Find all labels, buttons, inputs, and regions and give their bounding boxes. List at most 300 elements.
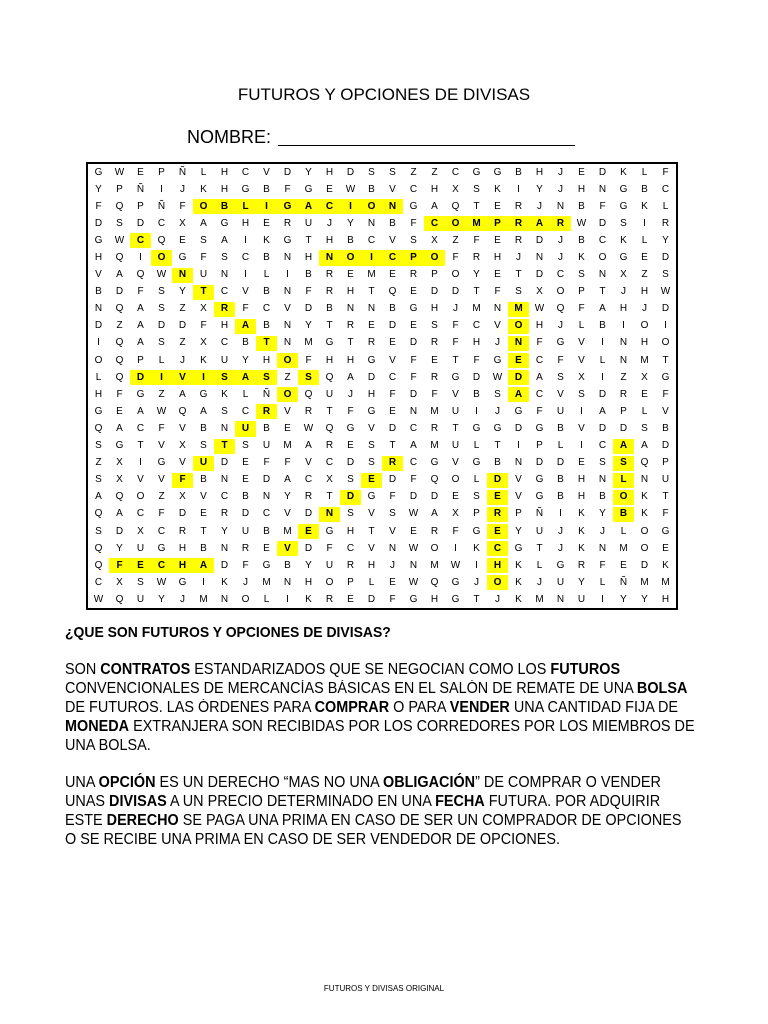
letter-cell: F (95, 200, 102, 212)
highlighted-letter-cell: B (613, 506, 634, 523)
highlighted-letter-cell: O (361, 198, 382, 215)
letter-cell: H (178, 542, 187, 554)
letter-cell: M (304, 337, 313, 349)
letter-cell: R (325, 593, 334, 605)
text-run: ” DE COMPRAR O VENDER (475, 774, 661, 791)
letter-cell: J (537, 200, 542, 212)
letter-cell: C (262, 303, 271, 315)
letter-cell: D (262, 474, 271, 486)
letter-cell: C (157, 525, 166, 537)
highlighted-letter-cell: B (214, 198, 235, 215)
letter-cell: G (451, 593, 460, 605)
letter-cell: W (156, 576, 167, 588)
letter-cell: V (515, 474, 522, 486)
letter-cell: W (156, 405, 167, 417)
letter-cell: V (137, 474, 144, 486)
letter-cell: T (599, 286, 606, 298)
letter-cell: G (157, 457, 166, 469)
grid-row (88, 420, 676, 437)
letter-cell: F (263, 457, 270, 469)
letter-cell: F (662, 388, 669, 400)
letter-cell: O (598, 252, 607, 264)
letter-cell: Z (179, 303, 186, 315)
letter-cell: F (242, 303, 249, 315)
letter-cell: J (180, 183, 185, 195)
letter-cell: I (139, 252, 142, 264)
letter-cell: L (599, 354, 606, 366)
letter-cell: K (263, 234, 270, 246)
letter-cell: Y (95, 183, 102, 195)
text-run: A UN PRECIO DETERMINADO EN UNA (166, 793, 436, 810)
letter-cell: G (346, 422, 355, 434)
letter-cell: V (389, 354, 396, 366)
letter-cell: V (158, 440, 165, 452)
letter-cell: C (241, 252, 250, 264)
letter-cell: A (599, 405, 606, 417)
highlighted-letter-cell: I (340, 198, 361, 215)
letter-cell: K (578, 508, 585, 520)
grid-row (88, 164, 676, 181)
letter-cell: B (242, 491, 249, 503)
letter-cell: C (409, 183, 418, 195)
letter-cell: D (409, 491, 418, 503)
letter-cell: L (641, 234, 648, 246)
word-search-grid (86, 162, 678, 610)
letter-cell: H (430, 183, 439, 195)
letter-cell: B (578, 234, 585, 246)
letter-cell: N (535, 252, 544, 264)
letter-cell: B (515, 166, 522, 178)
letter-cell: Y (536, 183, 543, 195)
letter-cell: M (262, 576, 271, 588)
letter-cell: F (599, 200, 606, 212)
text-run: DE FUTUROS. LAS ÓRDENES PARA (65, 699, 315, 716)
letter-cell: Ñ (178, 166, 187, 178)
letter-cell: B (599, 491, 606, 503)
page-title: FUTUROS Y OPCIONES DE DIVISAS (237, 85, 531, 104)
letter-cell: K (578, 525, 585, 537)
letter-cell: Ñ (136, 183, 145, 195)
highlighted-letter-cell: R (487, 506, 508, 523)
letter-cell: J (390, 559, 395, 571)
grid-row (88, 489, 676, 506)
letter-cell: B (200, 474, 207, 486)
letter-cell: V (515, 491, 522, 503)
letter-cell: S (578, 388, 585, 400)
letter-cell: H (220, 166, 229, 178)
letter-cell: F (662, 166, 669, 178)
letter-cell: R (346, 320, 355, 332)
letter-cell: J (348, 388, 353, 400)
grid-row (88, 352, 676, 369)
letter-cell: I (286, 269, 289, 281)
letter-cell: H (304, 252, 313, 264)
letter-cell: M (619, 542, 628, 554)
letter-cell: L (263, 269, 270, 281)
letter-cell: U (535, 525, 544, 537)
letter-cell: P (137, 354, 144, 366)
highlighted-letter-cell: C (151, 557, 172, 574)
grid-row (88, 403, 676, 420)
letter-cell: X (200, 337, 207, 349)
letter-cell: H (367, 388, 376, 400)
letter-cell: T (368, 525, 375, 537)
letter-cell: C (535, 388, 544, 400)
letter-cell: Y (242, 354, 249, 366)
letter-cell: E (578, 457, 585, 469)
letter-cell: B (347, 234, 354, 246)
letter-cell: X (116, 474, 123, 486)
letter-cell: R (325, 286, 334, 298)
letter-cell: U (577, 593, 586, 605)
letter-cell: T (368, 286, 375, 298)
highlighted-letter-cell: O (277, 352, 298, 369)
letter-cell: E (410, 320, 417, 332)
letter-cell: L (641, 405, 648, 417)
letter-cell: V (662, 405, 669, 417)
highlighted-letter-cell: T (214, 438, 235, 455)
paragraph-line (65, 660, 620, 679)
grid-row (88, 574, 676, 591)
letter-cell: U (262, 440, 271, 452)
letter-cell: J (474, 576, 479, 588)
letter-cell: X (452, 183, 459, 195)
letter-cell: D (661, 252, 670, 264)
letter-cell: C (220, 491, 229, 503)
letter-cell: F (410, 217, 417, 229)
letter-cell: G (304, 183, 313, 195)
letter-cell: G (451, 576, 460, 588)
letter-cell: S (137, 576, 144, 588)
letter-cell: Q (157, 234, 166, 246)
letter-cell: B (263, 525, 270, 537)
letter-cell: F (599, 559, 606, 571)
letter-cell: O (325, 576, 334, 588)
letter-cell: Y (116, 542, 123, 554)
letter-cell: S (389, 508, 396, 520)
section-question-heading: ¿QUE SON FUTUROS Y OPCIONES DE DIVISAS? (65, 624, 391, 641)
letter-cell: C (241, 166, 250, 178)
letter-cell: X (200, 303, 207, 315)
letter-cell: K (515, 576, 522, 588)
highlighted-letter-cell: H (487, 557, 508, 574)
grid-row (88, 591, 676, 608)
letter-cell: O (640, 525, 649, 537)
letter-cell: N (598, 474, 607, 486)
highlighted-letter-cell: R (214, 301, 235, 318)
letter-cell: R (430, 422, 439, 434)
highlighted-letter-cell: U (193, 455, 214, 472)
letter-cell: F (158, 422, 165, 434)
letter-cell: X (431, 234, 438, 246)
letter-cell: M (283, 440, 292, 452)
letter-cell: Z (95, 457, 102, 469)
highlighted-letter-cell: E (487, 489, 508, 506)
letter-cell: K (305, 593, 312, 605)
letter-cell: B (305, 269, 312, 281)
letter-cell: B (263, 252, 270, 264)
highlighted-letter-cell: C (319, 198, 340, 215)
letter-cell: D (409, 388, 418, 400)
letter-cell: G (472, 422, 481, 434)
letter-cell: X (641, 371, 648, 383)
letter-cell: B (263, 183, 270, 195)
letter-cell: Q (115, 337, 124, 349)
letter-cell: S (431, 320, 438, 332)
text-run: O PARA (389, 699, 450, 716)
letter-cell: D (94, 320, 103, 332)
letter-cell: G (325, 525, 334, 537)
highlighted-letter-cell: M (466, 215, 487, 232)
paragraph-line (65, 679, 687, 698)
letter-cell: E (179, 234, 186, 246)
letter-cell: S (641, 422, 648, 434)
grid-row (88, 523, 676, 540)
letter-cell: X (116, 576, 123, 588)
letter-cell: D (220, 457, 229, 469)
letter-cell: C (367, 234, 376, 246)
letter-cell: W (660, 286, 671, 298)
letter-cell: Q (556, 303, 565, 315)
letter-cell: I (97, 337, 100, 349)
letter-cell: N (514, 457, 523, 469)
letter-cell: L (578, 320, 585, 332)
letter-cell: I (139, 457, 142, 469)
letter-cell: I (202, 576, 205, 588)
letter-cell: F (116, 388, 123, 400)
letter-cell: Q (94, 508, 103, 520)
text-run: FUTURA. POR ADQUIRIR (484, 793, 661, 810)
letter-cell: G (220, 217, 229, 229)
letter-cell: N (94, 303, 103, 315)
letter-cell: K (662, 559, 669, 571)
letter-cell: T (473, 200, 480, 212)
letter-cell: M (430, 405, 439, 417)
letter-cell: G (661, 371, 670, 383)
letter-cell: S (410, 234, 417, 246)
letter-cell: O (430, 542, 439, 554)
highlighted-letter-cell: E (487, 523, 508, 540)
letter-cell: S (347, 508, 354, 520)
highlighted-letter-cell: S (613, 455, 634, 472)
letter-cell: K (200, 183, 207, 195)
letter-cell: V (179, 422, 186, 434)
letter-cell: D (430, 286, 439, 298)
letter-cell: N (598, 269, 607, 281)
letter-cell: B (200, 542, 207, 554)
letter-cell: M (535, 593, 544, 605)
letter-cell: M (367, 269, 376, 281)
highlighted-letter-cell: O (445, 215, 466, 232)
highlighted-letter-cell: N (319, 506, 340, 523)
letter-cell: N (367, 217, 376, 229)
highlighted-letter-cell: S (214, 369, 235, 386)
letter-cell: H (241, 217, 250, 229)
letter-cell: Q (325, 371, 334, 383)
letter-cell: H (640, 286, 649, 298)
letter-cell: K (641, 508, 648, 520)
highlighted-letter-cell: T (193, 284, 214, 301)
bold-keyword: DERECHO (106, 812, 179, 829)
bold-keyword: DIVISAS (109, 793, 167, 810)
letter-cell: Q (115, 593, 124, 605)
letter-cell: X (116, 457, 123, 469)
letter-cell: Q (136, 269, 145, 281)
highlighted-letter-cell: U (235, 420, 256, 437)
letter-cell: F (662, 508, 669, 520)
highlighted-letter-cell: G (277, 198, 298, 215)
letter-cell: G (409, 303, 418, 315)
letter-cell: O (94, 354, 103, 366)
letter-cell: R (283, 217, 292, 229)
letter-cell: T (200, 525, 207, 537)
letter-cell: N (283, 337, 292, 349)
highlighted-letter-cell: N (172, 267, 193, 284)
letter-cell: W (303, 422, 314, 434)
letter-cell: S (368, 166, 375, 178)
letter-cell: E (389, 405, 396, 417)
text-run: ESTE (65, 812, 107, 829)
letter-cell: D (304, 508, 313, 520)
letter-cell: H (535, 320, 544, 332)
letter-cell: U (241, 525, 250, 537)
letter-cell: I (601, 371, 604, 383)
letter-cell: F (578, 303, 585, 315)
letter-cell: L (473, 474, 480, 486)
letter-cell: E (242, 474, 249, 486)
letter-cell: P (536, 440, 543, 452)
paragraph-line (65, 830, 560, 849)
letter-cell: D (661, 440, 670, 452)
letter-cell: A (137, 303, 144, 315)
letter-cell: L (368, 576, 375, 588)
letter-cell: B (389, 217, 396, 229)
highlighted-letter-cell: O (193, 198, 214, 215)
letter-cell: E (116, 405, 123, 417)
letter-cell: G (535, 422, 544, 434)
letter-cell: V (494, 320, 501, 332)
letter-cell: N (283, 320, 292, 332)
letter-cell: T (452, 354, 459, 366)
letter-cell: F (431, 388, 438, 400)
letter-cell: E (641, 388, 648, 400)
letter-cell: I (244, 234, 247, 246)
letter-cell: S (221, 405, 228, 417)
letter-cell: E (368, 320, 375, 332)
letter-cell: F (410, 371, 417, 383)
letter-cell: F (158, 508, 165, 520)
letter-cell: U (304, 217, 313, 229)
letter-cell: A (347, 371, 354, 383)
letter-cell: P (347, 576, 354, 588)
bold-keyword: CONTRATOS (100, 661, 191, 678)
letter-cell: N (220, 474, 229, 486)
letter-cell: L (200, 166, 207, 178)
letter-cell: S (494, 388, 501, 400)
letter-cell: Q (640, 457, 649, 469)
letter-cell: G (430, 457, 439, 469)
letter-cell: N (220, 593, 229, 605)
letter-cell: B (368, 183, 375, 195)
letter-cell: F (452, 337, 459, 349)
letter-cell: S (116, 217, 123, 229)
highlighted-letter-cell: I (361, 249, 382, 266)
letter-cell: J (243, 576, 248, 588)
letter-cell: G (178, 576, 187, 588)
letter-cell: A (95, 491, 102, 503)
letter-cell: B (473, 388, 480, 400)
paragraph-line (65, 717, 695, 736)
letter-cell: B (95, 286, 102, 298)
letter-cell: V (95, 269, 102, 281)
letter-cell: S (473, 491, 480, 503)
letter-cell: C (220, 286, 229, 298)
letter-cell: I (517, 183, 520, 195)
grid-row (88, 198, 676, 215)
letter-cell: D (346, 166, 355, 178)
paragraph-option-definition (65, 773, 728, 849)
letter-cell: Q (304, 388, 313, 400)
highlighted-letter-cell: D (340, 489, 361, 506)
highlighted-letter-cell: O (340, 249, 361, 266)
letter-cell: E (347, 440, 354, 452)
letter-cell: J (558, 252, 563, 264)
letter-cell: N (367, 303, 376, 315)
letter-cell: C (304, 474, 313, 486)
letter-cell: Y (158, 593, 165, 605)
letter-cell: D (157, 320, 166, 332)
highlighted-letter-cell: F (172, 472, 193, 489)
letter-cell: V (452, 388, 459, 400)
letter-cell: N (556, 593, 565, 605)
letter-cell: K (578, 252, 585, 264)
grid-row (88, 318, 676, 335)
letter-cell: B (641, 183, 648, 195)
highlighted-letter-cell: A (298, 198, 319, 215)
letter-cell: V (557, 388, 564, 400)
highlighted-letter-cell: N (319, 249, 340, 266)
highlighted-letter-cell: R (550, 215, 571, 232)
letter-cell: O (640, 320, 649, 332)
letter-cell: J (558, 183, 563, 195)
letter-cell: L (242, 388, 249, 400)
letter-cell: G (94, 234, 103, 246)
letter-cell: O (661, 337, 670, 349)
letter-cell: S (221, 252, 228, 264)
letter-cell: E (284, 422, 291, 434)
letter-cell: H (535, 166, 544, 178)
grid-row (88, 335, 676, 352)
letter-cell: D (556, 457, 565, 469)
letter-cell: D (178, 508, 187, 520)
letter-cell: E (641, 252, 648, 264)
letter-cell: C (220, 337, 229, 349)
highlighted-letter-cell: F (109, 557, 130, 574)
letter-cell: D (472, 371, 481, 383)
letter-cell: J (558, 542, 563, 554)
letter-cell: H (94, 252, 103, 264)
letter-cell: F (326, 542, 333, 554)
letter-cell: A (431, 200, 438, 212)
letter-cell: P (137, 200, 144, 212)
letter-cell: Q (115, 303, 124, 315)
letter-cell: S (347, 474, 354, 486)
letter-cell: S (242, 440, 249, 452)
letter-cell: G (472, 525, 481, 537)
highlighted-letter-cell: O (487, 574, 508, 591)
letter-cell: D (598, 422, 607, 434)
letter-cell: M (199, 593, 208, 605)
